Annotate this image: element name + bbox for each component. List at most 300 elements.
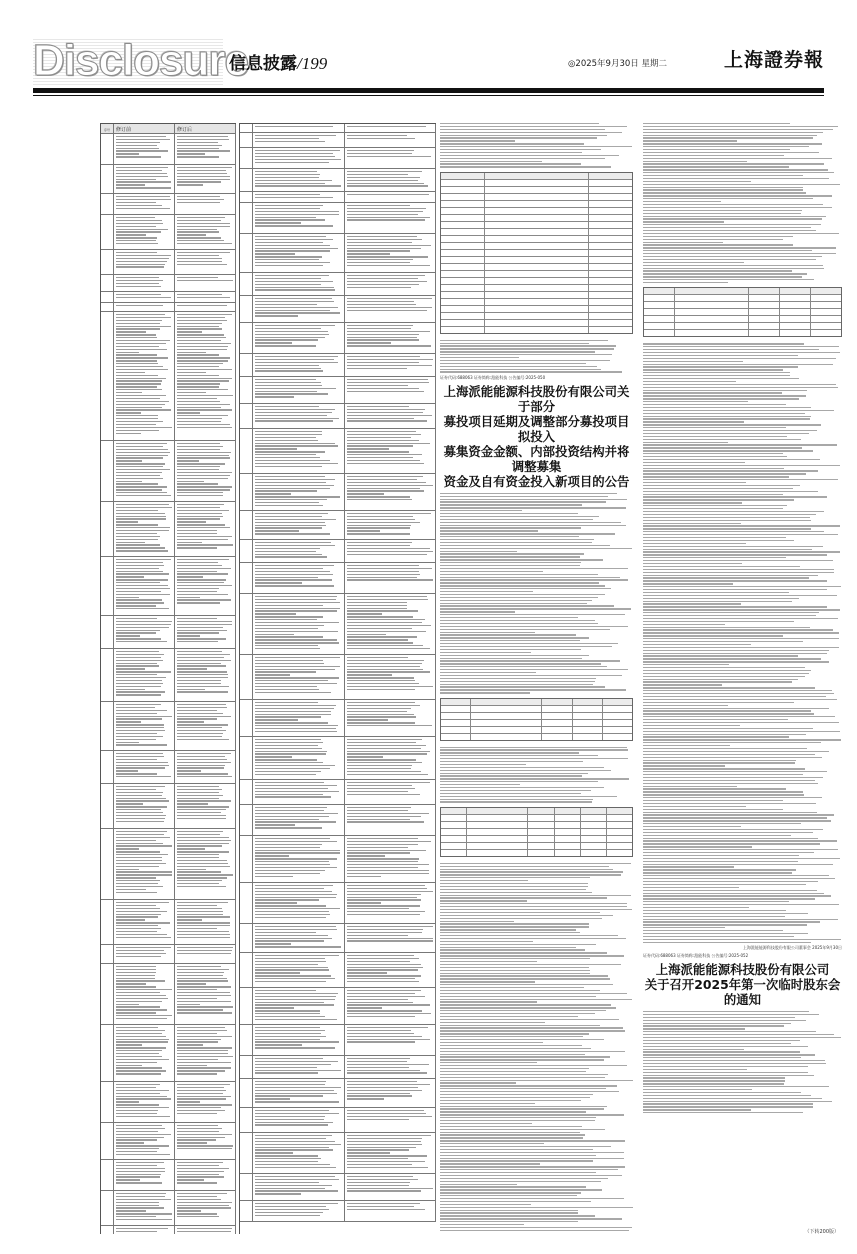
text-line bbox=[177, 989, 217, 990]
text-line bbox=[116, 1193, 166, 1194]
text-line bbox=[177, 911, 223, 912]
text-line bbox=[255, 1188, 325, 1189]
text-line bbox=[643, 693, 834, 694]
text-line bbox=[440, 1137, 583, 1138]
text-line bbox=[116, 1131, 158, 1132]
text-line bbox=[347, 861, 419, 862]
text-line bbox=[177, 966, 221, 967]
text-line bbox=[177, 1202, 232, 1203]
text-line bbox=[643, 204, 823, 205]
page-number: /199 bbox=[297, 54, 328, 73]
text-line bbox=[177, 392, 206, 393]
text-line bbox=[177, 727, 222, 728]
text-line bbox=[643, 881, 818, 882]
text-line bbox=[255, 639, 337, 640]
table-row bbox=[240, 148, 436, 169]
text-line bbox=[347, 751, 430, 752]
text-line bbox=[347, 1206, 415, 1207]
text-line bbox=[440, 1195, 577, 1196]
text-line bbox=[440, 513, 578, 514]
text-line bbox=[440, 1140, 625, 1141]
text-line bbox=[177, 366, 219, 367]
text-line bbox=[643, 916, 785, 917]
text-line bbox=[440, 801, 592, 802]
text-line bbox=[347, 342, 392, 343]
text-line bbox=[440, 749, 628, 750]
text-line bbox=[643, 485, 800, 486]
text-line bbox=[440, 600, 592, 601]
text-line bbox=[116, 1219, 172, 1220]
text-line bbox=[177, 415, 228, 416]
text-line bbox=[255, 1010, 320, 1011]
text-line bbox=[116, 1070, 166, 1071]
text-line bbox=[116, 1168, 165, 1169]
text-line bbox=[347, 574, 420, 575]
text-line bbox=[116, 759, 157, 760]
text-line bbox=[255, 391, 317, 392]
text-line bbox=[116, 966, 156, 967]
text-line bbox=[255, 554, 322, 555]
text-line bbox=[643, 803, 816, 804]
text-line bbox=[347, 1179, 418, 1180]
text-line bbox=[643, 236, 793, 237]
text-line bbox=[440, 900, 527, 901]
text-line bbox=[440, 519, 593, 520]
text-line bbox=[643, 499, 794, 500]
text-line bbox=[255, 153, 333, 154]
text-line bbox=[347, 1188, 433, 1189]
text-line bbox=[347, 821, 425, 822]
text-line bbox=[255, 1098, 290, 1099]
text-line bbox=[440, 752, 579, 753]
table-row bbox=[101, 751, 236, 784]
text-line bbox=[643, 884, 806, 885]
text-line bbox=[177, 412, 200, 413]
text-line bbox=[116, 597, 139, 598]
text-line bbox=[177, 1145, 233, 1146]
text-line bbox=[116, 475, 160, 476]
text-line bbox=[255, 482, 326, 483]
text-line bbox=[255, 605, 323, 606]
text-line bbox=[255, 648, 320, 649]
text-line bbox=[347, 686, 433, 687]
text-line bbox=[116, 786, 165, 787]
text-line bbox=[116, 753, 163, 754]
text-line bbox=[255, 185, 341, 186]
text-line bbox=[116, 756, 164, 757]
text-line bbox=[116, 1134, 171, 1135]
text-line bbox=[177, 240, 224, 241]
text-line bbox=[177, 914, 223, 915]
text-line bbox=[255, 141, 325, 142]
text-line bbox=[347, 262, 410, 263]
text-line bbox=[440, 135, 607, 136]
text-line bbox=[643, 1083, 784, 1084]
text-line bbox=[643, 410, 834, 411]
text-line bbox=[116, 721, 141, 722]
text-line bbox=[440, 597, 598, 598]
text-line bbox=[177, 594, 228, 595]
text-line bbox=[643, 1092, 801, 1093]
text-line bbox=[116, 533, 157, 534]
text-line bbox=[116, 969, 156, 970]
text-line bbox=[347, 135, 408, 136]
text-line bbox=[177, 1001, 231, 1002]
text-line bbox=[255, 368, 321, 369]
text-line bbox=[177, 264, 227, 265]
text-line bbox=[177, 331, 202, 332]
text-line bbox=[116, 258, 169, 259]
text-line bbox=[177, 937, 230, 938]
text-line bbox=[255, 807, 327, 808]
text-line bbox=[255, 969, 329, 970]
text-line bbox=[255, 657, 340, 658]
text-line bbox=[643, 809, 783, 810]
text-line bbox=[440, 681, 595, 682]
text-line bbox=[177, 409, 232, 410]
text-line bbox=[116, 1162, 164, 1163]
text-line bbox=[116, 181, 171, 182]
text-line bbox=[643, 696, 826, 697]
text-line bbox=[255, 342, 292, 343]
text-line bbox=[116, 184, 145, 185]
text-line bbox=[440, 955, 624, 956]
text-line bbox=[347, 334, 419, 335]
text-line bbox=[347, 867, 418, 868]
text-line bbox=[116, 1093, 160, 1094]
text-line bbox=[177, 585, 232, 586]
text-line bbox=[116, 928, 161, 929]
table-row bbox=[240, 192, 436, 203]
text-line bbox=[440, 155, 619, 156]
text-line bbox=[347, 702, 416, 703]
text-line bbox=[255, 894, 337, 895]
text-line bbox=[177, 1128, 222, 1129]
text-line bbox=[177, 378, 232, 379]
text-line bbox=[177, 389, 228, 390]
text-line bbox=[255, 899, 319, 900]
text-line bbox=[440, 663, 601, 664]
text-line bbox=[347, 345, 431, 346]
text-line bbox=[347, 666, 421, 667]
text-line bbox=[255, 278, 321, 279]
table-row bbox=[441, 215, 632, 222]
text-line bbox=[643, 163, 824, 164]
text-line bbox=[440, 366, 597, 367]
text-line bbox=[347, 1007, 383, 1008]
text-line bbox=[643, 528, 811, 529]
text-line bbox=[116, 550, 168, 551]
text-line bbox=[255, 955, 339, 956]
text-line bbox=[116, 252, 157, 253]
text-line bbox=[255, 284, 321, 285]
text-line bbox=[255, 1155, 318, 1156]
text-line bbox=[440, 895, 631, 896]
newspaper-name: 上海證券報 bbox=[723, 49, 824, 71]
section-name: 信息披露 bbox=[229, 54, 297, 74]
text-line bbox=[177, 762, 231, 763]
text-line bbox=[347, 999, 409, 1000]
text-line bbox=[643, 598, 799, 599]
text-line bbox=[255, 502, 319, 503]
text-line bbox=[440, 973, 590, 974]
text-line bbox=[643, 690, 832, 691]
text-line bbox=[116, 1012, 156, 1013]
text-line bbox=[116, 199, 171, 200]
table-row bbox=[101, 1123, 236, 1160]
text-line bbox=[440, 1042, 543, 1043]
text-line bbox=[116, 704, 161, 705]
text-line bbox=[116, 547, 165, 548]
text-line bbox=[177, 630, 227, 631]
text-line bbox=[347, 794, 421, 795]
text-line bbox=[440, 343, 589, 344]
text-line bbox=[440, 354, 612, 355]
text-line bbox=[643, 719, 788, 720]
text-line bbox=[440, 871, 623, 872]
project-table bbox=[440, 807, 633, 857]
text-line bbox=[116, 240, 156, 241]
text-line bbox=[347, 236, 418, 237]
text-line bbox=[255, 847, 320, 848]
text-line bbox=[255, 454, 316, 455]
text-line bbox=[440, 923, 589, 924]
text-line bbox=[440, 152, 582, 153]
text-line bbox=[255, 1081, 326, 1082]
text-line bbox=[177, 972, 224, 973]
text-line bbox=[177, 424, 230, 425]
text-line bbox=[347, 409, 425, 410]
text-line bbox=[347, 855, 385, 856]
text-line bbox=[643, 676, 805, 677]
text-line bbox=[255, 671, 316, 672]
text-line bbox=[116, 863, 166, 864]
text-line bbox=[116, 657, 161, 658]
table-row bbox=[441, 822, 632, 829]
text-line bbox=[116, 401, 169, 402]
text-line bbox=[177, 635, 200, 636]
text-line bbox=[440, 1215, 595, 1216]
text-line bbox=[177, 1134, 232, 1135]
text-line bbox=[347, 961, 411, 962]
text-line bbox=[643, 788, 786, 789]
text-line bbox=[347, 756, 384, 757]
text-line bbox=[347, 1067, 409, 1068]
text-line bbox=[116, 452, 170, 453]
text-line bbox=[255, 1030, 325, 1031]
text-line bbox=[643, 655, 798, 656]
text-line bbox=[440, 163, 581, 164]
text-line bbox=[347, 657, 408, 658]
text-line bbox=[255, 315, 298, 316]
text-line bbox=[347, 1116, 433, 1117]
text-line bbox=[116, 668, 145, 669]
text-line bbox=[177, 582, 224, 583]
text-line bbox=[643, 589, 827, 590]
text-line bbox=[116, 530, 169, 531]
text-line bbox=[255, 362, 338, 363]
text-line bbox=[116, 1174, 161, 1175]
text-line bbox=[116, 486, 167, 487]
text-line bbox=[255, 1203, 338, 1204]
text-line bbox=[347, 967, 424, 968]
table-row bbox=[441, 808, 632, 815]
text-line bbox=[255, 1119, 324, 1120]
text-line bbox=[116, 1116, 170, 1117]
text-line bbox=[255, 1147, 329, 1148]
text-line bbox=[643, 439, 801, 440]
text-line bbox=[177, 902, 228, 903]
text-line bbox=[177, 773, 228, 774]
text-line bbox=[177, 1033, 217, 1034]
text-line bbox=[255, 545, 335, 546]
text-line bbox=[440, 545, 610, 546]
text-line bbox=[255, 434, 322, 435]
text-line bbox=[177, 680, 221, 681]
text-line bbox=[116, 694, 161, 695]
text-line bbox=[440, 1088, 606, 1089]
text-line bbox=[440, 1152, 624, 1153]
text-line bbox=[643, 540, 794, 541]
text-line bbox=[116, 571, 163, 572]
text-line bbox=[643, 192, 806, 193]
text-line bbox=[347, 328, 411, 329]
text-line bbox=[177, 229, 217, 230]
text-line bbox=[255, 1061, 338, 1062]
text-line bbox=[177, 349, 227, 350]
text-line bbox=[116, 481, 142, 482]
text-line bbox=[255, 674, 290, 675]
text-line bbox=[440, 357, 519, 358]
text-line bbox=[177, 730, 226, 731]
text-line bbox=[177, 953, 231, 954]
text-line bbox=[440, 984, 613, 985]
text-line bbox=[643, 427, 786, 428]
text-line bbox=[440, 1059, 604, 1060]
text-line bbox=[255, 599, 336, 600]
table-row bbox=[441, 222, 632, 229]
text-line bbox=[255, 705, 336, 706]
text-line bbox=[116, 170, 162, 171]
text-line bbox=[643, 855, 799, 856]
text-line bbox=[255, 867, 337, 868]
text-line bbox=[255, 556, 327, 557]
notice2-title: 上海派能能源科技股份有限公司 关于召开2025年第一次临时股东会的通知 bbox=[644, 961, 841, 1007]
text-line bbox=[347, 932, 422, 933]
text-line bbox=[440, 539, 594, 540]
text-line bbox=[255, 819, 319, 820]
text-line bbox=[177, 809, 226, 810]
text-line bbox=[255, 897, 336, 898]
text-line bbox=[347, 259, 413, 260]
text-line bbox=[643, 161, 747, 162]
text-line bbox=[255, 943, 291, 944]
text-line bbox=[177, 401, 220, 402]
text-line bbox=[116, 457, 163, 458]
text-line bbox=[177, 776, 232, 777]
text-line bbox=[643, 1086, 829, 1087]
text-line bbox=[116, 156, 161, 157]
text-line bbox=[177, 1104, 232, 1105]
text-line bbox=[347, 1061, 408, 1062]
text-line bbox=[177, 880, 222, 881]
text-line bbox=[643, 849, 838, 850]
text-line bbox=[177, 184, 203, 185]
text-line bbox=[255, 1209, 329, 1210]
text-line bbox=[116, 323, 160, 324]
text-line bbox=[177, 139, 229, 140]
text-line bbox=[643, 687, 815, 688]
text-line bbox=[116, 1036, 166, 1037]
table-row bbox=[441, 229, 632, 236]
text-line bbox=[177, 792, 219, 793]
text-line bbox=[177, 234, 206, 235]
text-line bbox=[440, 1016, 578, 1017]
text-line bbox=[440, 553, 584, 554]
text-line bbox=[177, 980, 228, 981]
text-line bbox=[255, 551, 316, 552]
table-row bbox=[101, 616, 236, 649]
text-line bbox=[643, 242, 723, 243]
text-line bbox=[116, 798, 166, 799]
text-line bbox=[116, 173, 167, 174]
text-line bbox=[440, 1045, 582, 1046]
text-line bbox=[116, 789, 156, 790]
text-line bbox=[116, 851, 160, 852]
text-line bbox=[643, 1020, 806, 1021]
text-line bbox=[347, 1185, 410, 1186]
text-line bbox=[255, 156, 335, 157]
table-row bbox=[240, 924, 436, 953]
text-line bbox=[347, 1152, 390, 1153]
text-line bbox=[643, 1080, 785, 1081]
text-line bbox=[177, 489, 230, 490]
text-line bbox=[255, 225, 333, 226]
text-line bbox=[347, 211, 424, 212]
text-line bbox=[177, 978, 227, 979]
text-line bbox=[116, 680, 162, 681]
text-line bbox=[177, 1006, 233, 1007]
text-line bbox=[440, 775, 582, 776]
table-row bbox=[240, 511, 436, 540]
text-line bbox=[643, 878, 835, 879]
text-line bbox=[347, 642, 414, 643]
text-line bbox=[177, 707, 227, 708]
text-line bbox=[440, 146, 632, 147]
text-line bbox=[643, 866, 734, 867]
text-line bbox=[116, 243, 158, 244]
text-line bbox=[440, 568, 628, 569]
text-line bbox=[643, 390, 807, 391]
text-line bbox=[116, 972, 156, 973]
text-line bbox=[255, 496, 340, 497]
text-line bbox=[177, 1056, 233, 1057]
notice-title: 上海派能能源科技股份有限公司关于部分 募投项目延期及调整部分募投项目拟投入 募集资金金额、内部投资结构并将调整募集 资金及自有资金投入新项目的公告 bbox=[443, 383, 630, 489]
text-line bbox=[255, 725, 338, 726]
text-line bbox=[643, 444, 837, 445]
text-line bbox=[116, 674, 157, 675]
table-row bbox=[240, 1108, 436, 1133]
text-line bbox=[347, 412, 423, 413]
text-line bbox=[440, 883, 588, 884]
text-line bbox=[255, 493, 291, 494]
text-line bbox=[255, 885, 333, 886]
text-line bbox=[643, 592, 789, 593]
text-line bbox=[116, 947, 171, 948]
text-line bbox=[347, 613, 382, 614]
text-line bbox=[116, 654, 164, 655]
text-line bbox=[643, 734, 806, 735]
